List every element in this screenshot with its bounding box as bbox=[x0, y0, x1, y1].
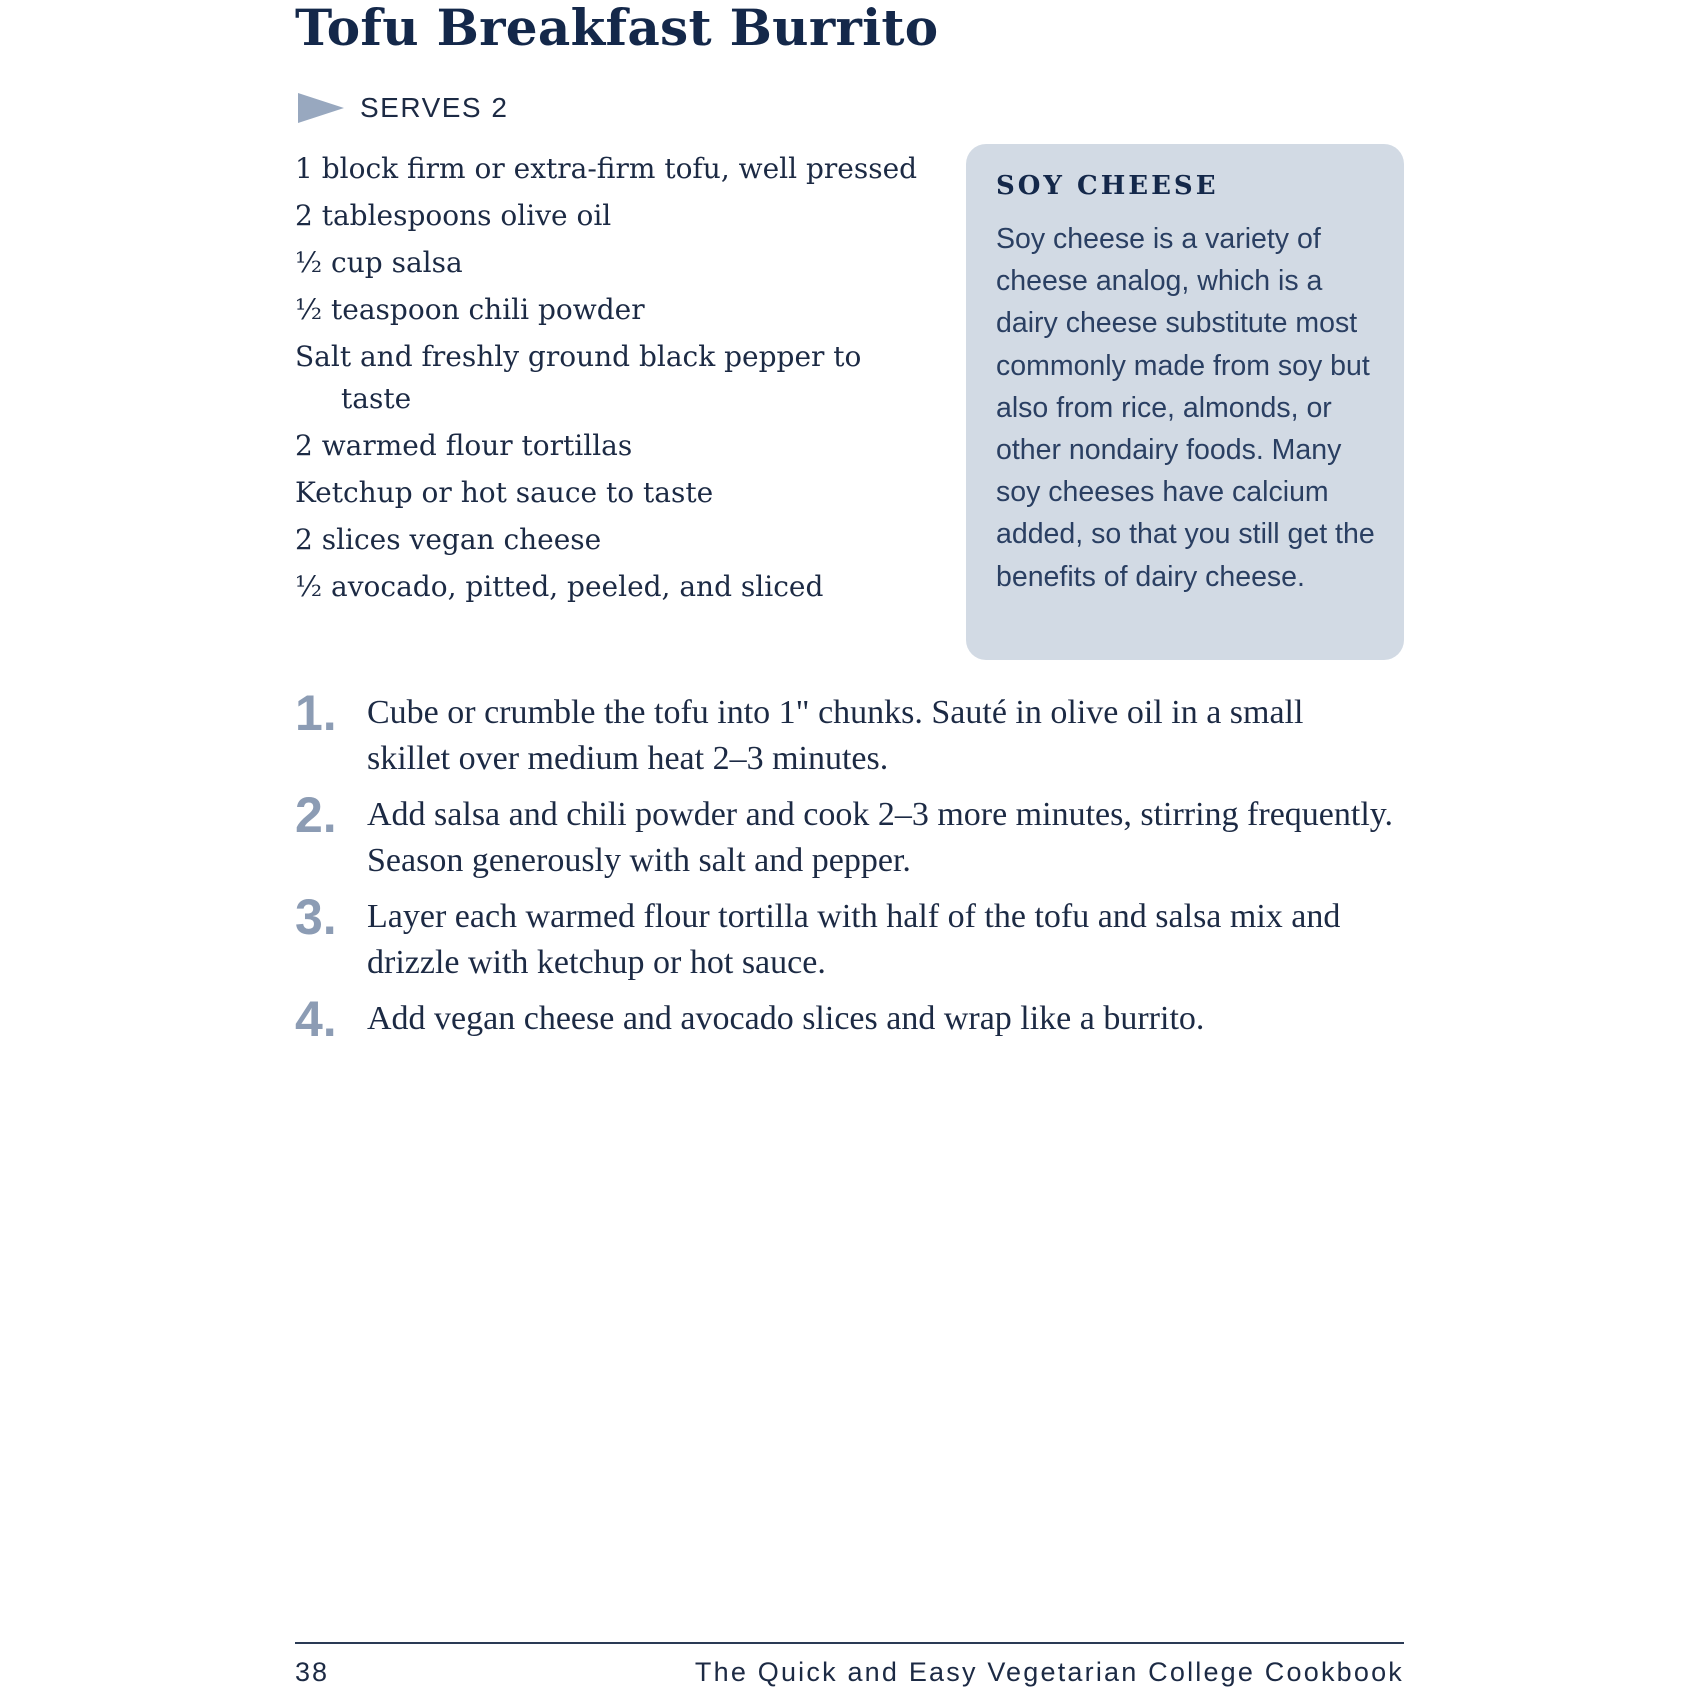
step-item bbox=[295, 991, 1395, 1047]
serves-line bbox=[298, 88, 508, 128]
ingredient-item: Ketchup or hot sauce to taste bbox=[295, 476, 714, 509]
serves-label: SERVES 2 bbox=[360, 92, 509, 123]
step-text: Add vegan cheese and avocado slices and wrap like a burrito. bbox=[367, 1000, 1205, 1037]
step-number: 1. bbox=[295, 685, 337, 741]
ingredient-item: ½ cup salsa bbox=[295, 246, 463, 279]
sidebar-title: SOY CHEESE bbox=[996, 171, 1219, 201]
instruction-steps bbox=[295, 685, 1395, 1052]
ingredient-item: ½ avocado, pitted, peeled, and sliced bbox=[295, 570, 824, 603]
ingredient-list bbox=[295, 148, 935, 613]
footer-divider bbox=[295, 1642, 1404, 1644]
step-number: 3. bbox=[295, 889, 337, 945]
step-number: 2. bbox=[295, 787, 337, 843]
sidebar-body: Soy cheese is a variety of cheese analog, which is a dairy cheese substitute most commonly made from soy but also from rice, almonds, or other nondairy foods. Many soy cheeses have calcium added, so that you still get the benefits of dairy cheese. bbox=[996, 223, 1375, 593]
step-item bbox=[295, 787, 1395, 884]
recipe-title: Tofu Breakfast Burrito bbox=[295, 0, 939, 57]
soy-cheese-sidebar bbox=[966, 144, 1404, 660]
ingredient-item: 1 block firm or extra-firm tofu, well pressed bbox=[295, 152, 918, 185]
step-text: Cube or crumble the tofu into 1" chunks. Sauté in olive oil in a small skillet over medium heat 2–3 minutes. bbox=[367, 694, 1304, 777]
ingredient-item: 2 warmed flour tortillas bbox=[295, 429, 633, 462]
ingredient-item: ½ teaspoon chili powder bbox=[295, 293, 645, 326]
ingredient-item: 2 tablespoons olive oil bbox=[295, 199, 612, 232]
step-number: 4. bbox=[295, 991, 337, 1047]
book-title: The Quick and Easy Vegetarian College Cookbook bbox=[694, 1657, 1404, 1687]
step-item bbox=[295, 685, 1395, 782]
ingredient-item: Salt and freshly ground black pepper to taste bbox=[295, 340, 862, 415]
ingredient-item: 2 slices vegan cheese bbox=[295, 523, 602, 556]
page-number: 38 bbox=[295, 1657, 330, 1687]
pennant-flag-icon bbox=[298, 93, 344, 123]
step-item bbox=[295, 889, 1395, 986]
step-text: Layer each warmed flour tortilla with half of the tofu and salsa mix and drizzle with ketchup or hot sauce. bbox=[367, 898, 1341, 981]
step-text: Add salsa and chili powder and cook 2–3 more minutes, stirring frequently. Season generously with salt and pepper. bbox=[367, 796, 1394, 879]
